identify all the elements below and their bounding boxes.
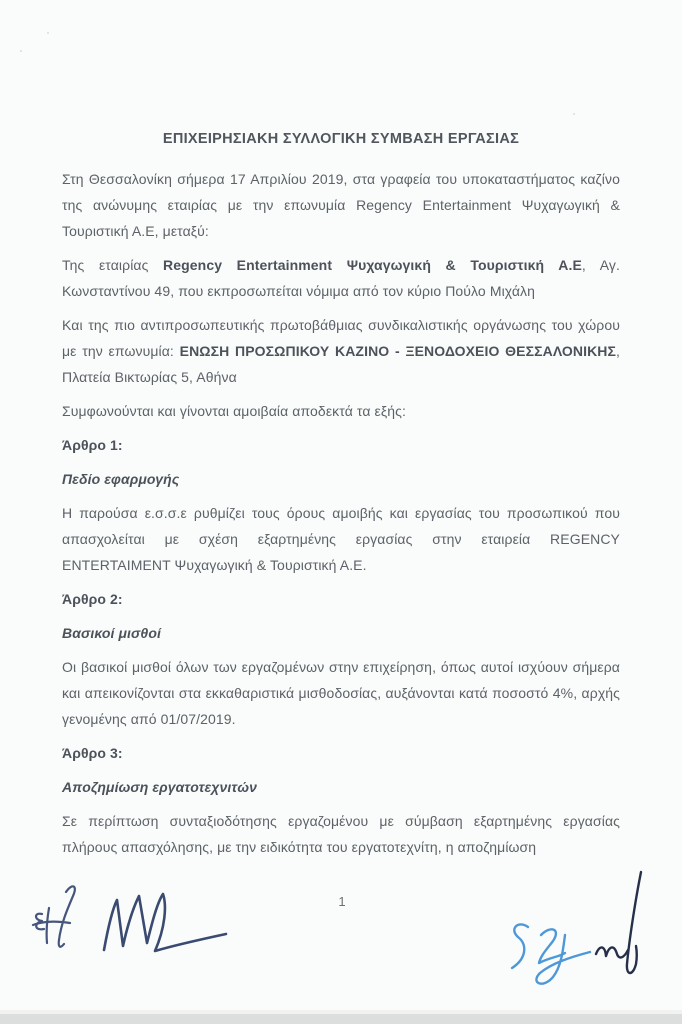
signature-left-2-icon — [96, 888, 234, 966]
party2-pre: Και της πιο αντιπροσωπευτικής πρωτοβάθμιας συνδικαλιστικής οργάνωσης του χώρου με την επωνυμία: — [62, 317, 620, 359]
party1-paragraph — [62, 252, 620, 304]
signature-right-2-icon — [588, 866, 652, 988]
article-3-heading: Άρθρο 3: — [62, 745, 123, 761]
scan-background-edge — [0, 1014, 682, 1024]
agreement-line: Συμφωνούνται και γίνονται αμοιβαία αποδεκτά τα εξής: — [62, 403, 406, 419]
scan-speck — [47, 32, 49, 34]
article-3-subheading: Αποζημίωση εργατοτεχνιτών — [62, 779, 258, 795]
article-2-subheading: Βασικοί μισθοί — [62, 625, 161, 641]
party2-paragraph — [62, 312, 620, 390]
article-1-heading: Άρθρο 1: — [62, 437, 123, 453]
scan-speck — [20, 50, 22, 52]
article-1-body: Η παρούσα ε.σ.σ.ε ρυθμίζει τους όρους αμοιβής και εργασίας του προσωπικού που απασχολείται με σχέση εξαρτημένης εργασίας στην εταιρεία REGENCY ENTERTAIMENT Ψυχαγωγική & Τουριστική Α.Ε. — [62, 505, 620, 573]
intro-paragraph: Στη Θεσσαλονίκη σήμερα 17 Απριλίου 2019, στα γραφεία του υποκαταστήματος καζίνο της ανώνυμης εταιρίας με την επωνυμία Regency Entertainment Ψυχαγωγική & Τουριστική Α.Ε, μεταξύ: — [62, 171, 620, 239]
signature-right-1-icon — [500, 915, 602, 993]
article-2-heading: Άρθρο 2: — [62, 591, 123, 607]
document-body — [62, 0, 620, 868]
party2-post: , Πλατεία Βικτωρίας 5, Αθήνα — [62, 343, 620, 385]
article-3-body: Σε περίπτωση συνταξιοδότησης εργαζομένου με σύμβαση εξαρτημένης εργασίας πλήρους απασχόλησης, με την ειδικότητα του εργατοτεχνίτη, η αποζημίωση — [62, 813, 620, 855]
page-number: 1 — [338, 894, 346, 909]
scan-speck — [573, 113, 575, 115]
party2-union-name: ΕΝΩΣΗ ΠΡΟΣΩΠΙΚΟΥ ΚΑΖΙΝΟ - ΞΕΝΟΔΟΧΕΙΟ ΘΕΣΣΑΛΟΝΙΚΗΣ — [179, 343, 616, 359]
article-1-subheading: Πεδίο εφαρμογής — [62, 471, 180, 487]
document-title: ΕΠΙΧΕΙΡΗΣΙΑΚΗ ΣΥΛΛΟΓΙΚΗ ΣΥΜΒΑΣΗ ΕΡΓΑΣΙΑΣ — [162, 131, 520, 147]
article-2-body: Οι βασικοί μισθοί όλων των εργαζομένων στην επιχείρηση, όπως αυτοί ισχύουν σήμερα και απεικονίζονται στα εκκαθαριστικά μισθοδοσίας, αυξάνονται κατά ποσοστό 4%, αρχής γενομένης από 01/07/2019. — [62, 659, 620, 727]
signature-left-1-icon — [26, 880, 88, 960]
party1-company-name: Regency Entertainment Ψυχαγωγική & Τουριστική Α.Ε — [163, 257, 582, 273]
party1-post: , Αγ. Κωνσταντίνου 49, που εκπροσωπείται νόμιμα από τον κύριο Πούλο Μιχάλη — [62, 257, 620, 299]
party1-pre: Της εταιρίας — [62, 257, 164, 273]
